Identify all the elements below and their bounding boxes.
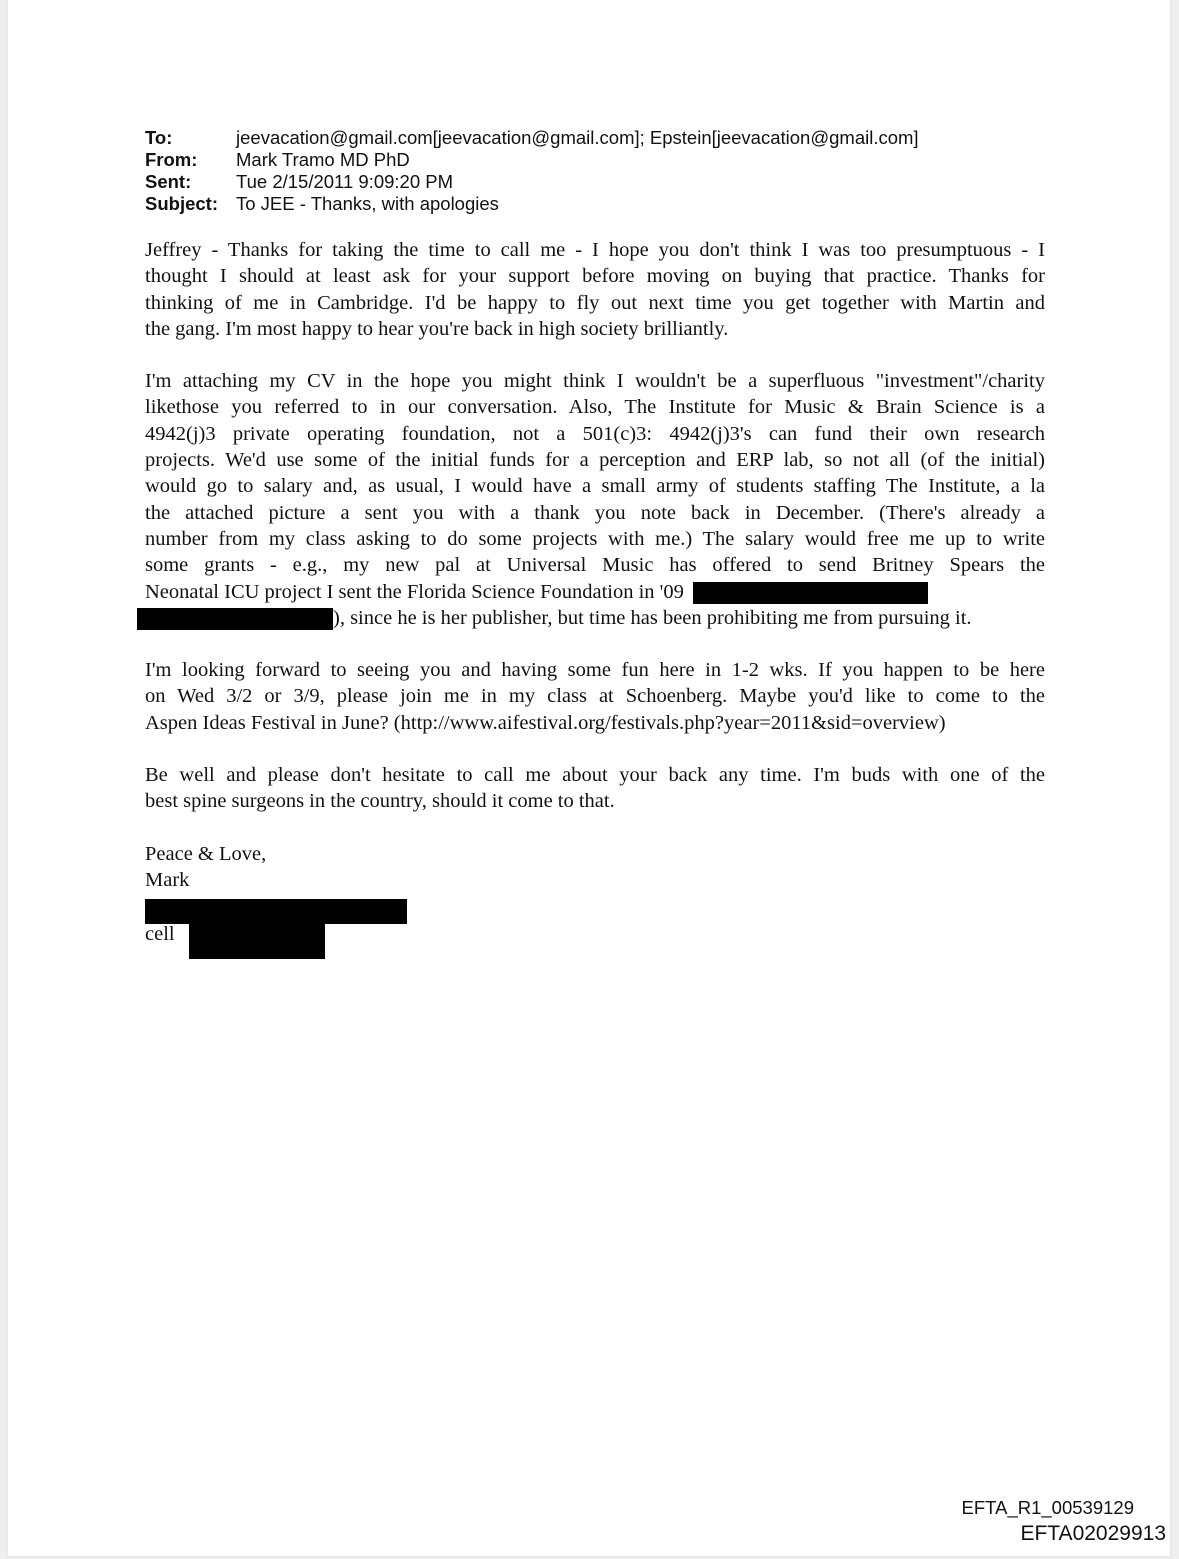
body-line: best spine surgeons in the country, should it come to that. (145, 790, 615, 813)
signature-contact (145, 893, 1045, 955)
bates-number-2: EFTA02029913 (1020, 1522, 1166, 1545)
body-line: 4942(j)3 private operating foundation, not a 501(c)3: 4942(j)3's can fund their own research (145, 422, 1045, 445)
redaction-block (189, 924, 325, 959)
email-body (145, 237, 1045, 955)
sent-value: Tue 2/15/2011 9:09:20 PM (236, 171, 454, 192)
paragraph-3 (145, 657, 1045, 736)
redaction-block (693, 582, 928, 604)
closing: Peace & Love, (145, 842, 267, 865)
body-line: the attached picture a sent you with a thank you note back in December. (There's already a (145, 501, 1045, 524)
paragraph-1 (145, 237, 1045, 342)
body-line: I'm looking forward to seeing you and having some fun here in 1-2 wks. If you happen to be here (145, 659, 1045, 682)
subject-row (145, 193, 919, 215)
subject-value: To JEE - Thanks, with apologies (236, 193, 499, 214)
to-row (145, 127, 919, 149)
body-line: would go to salary and, as usual, I would have a small army of students staffing The Institute, a la (145, 475, 1045, 498)
signature-block (145, 841, 1045, 956)
redaction-block (137, 608, 333, 630)
from-row (145, 149, 919, 171)
paragraph-4 (145, 762, 1045, 815)
body-line: thought I should at least ask for your support before moving on buying that practice. Thanks for (145, 265, 1045, 288)
body-line: number from my class asking to do some projects with me.) The salary would free me up to write (145, 527, 1045, 550)
document-page (8, 0, 1170, 1556)
to-value: jeevacation@gmail.com[jeevacation@gmail.com]; Epstein[jeevacation@gmail.com] (236, 127, 919, 148)
sent-label: Sent: (145, 171, 192, 192)
subject-label: Subject: (145, 193, 218, 214)
body-line: thinking of me in Cambridge. I'd be happy to fly out next time you get together with Martin and (145, 291, 1045, 314)
body-line: Jeffrey - Thanks for taking the time to call me - I hope you don't think I was too presumptuous - I (145, 239, 1045, 261)
from-label: From: (145, 149, 198, 170)
body-line-text: Neonatal ICU project I sent the Florida Science Foundation in '09 (145, 580, 684, 603)
body-line: the gang. I'm most happy to hear you're back in high society brilliantly. (145, 317, 729, 340)
redaction-block (145, 899, 407, 924)
body-line-redacted (145, 579, 1045, 605)
body-line: on Wed 3/2 or 3/9, please join me in my class at Schoenberg. Maybe you'd like to come to the (145, 685, 1045, 708)
body-line-text: ), since he is her publisher, but time has been prohibiting me from pursuing it. (333, 606, 972, 629)
cell-label: cell (145, 923, 175, 946)
signature-name: Mark (145, 868, 190, 891)
from-value: Mark Tramo MD PhD (236, 149, 410, 170)
body-line: Aspen Ideas Festival in June? (http://www.aifestival.org/festivals.php?year=2011&sid=overview) (145, 711, 946, 734)
body-line: likethose you referred to in our conversation. Also, The Institute for Music & Brain Science is a (145, 396, 1045, 419)
body-line-redacted (137, 605, 1045, 631)
body-line: projects. We'd use some of the initial funds for a perception and ERP lab, so not all (of the initial) (145, 449, 1045, 472)
body-line: some grants - e.g., my new pal at Universal Music has offered to send Britney Spears the (145, 554, 1045, 577)
email-header (145, 127, 919, 215)
sent-row (145, 171, 919, 193)
body-line: I'm attaching my CV in the hope you might think I wouldn't be a superfluous "investment"/charity (145, 370, 1045, 393)
body-line: Be well and please don't hesitate to call me about your back any time. I'm buds with one of the (145, 764, 1045, 787)
to-label: To: (145, 127, 173, 148)
paragraph-2 (145, 368, 1045, 631)
bates-number-1: EFTA_R1_00539129 (961, 1497, 1134, 1518)
